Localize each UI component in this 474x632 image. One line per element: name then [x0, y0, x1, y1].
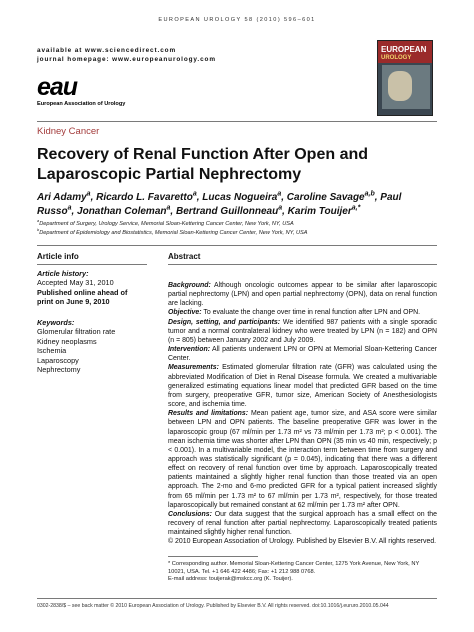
author-name[interactable]: Jonathan Coleman	[77, 205, 167, 217]
keyword-item[interactable]: Glomerular filtration rate	[37, 327, 116, 337]
published-line2: print on June 9, 2010	[37, 297, 110, 307]
author-name[interactable]: Ari Adamy	[37, 192, 87, 203]
cover-title-line2: UROLOGY	[381, 55, 412, 61]
accepted-date: Accepted May 31, 2010	[37, 278, 114, 288]
cover-title	[381, 46, 426, 62]
author-name[interactable]: Bertrand Guillonneau	[175, 205, 279, 217]
eau-logo-mark: eau	[37, 73, 78, 101]
abstract-results	[168, 409, 437, 510]
abstract-body	[168, 281, 437, 547]
keyword-item[interactable]: Ischemia	[37, 346, 67, 356]
abstract-heading: Abstract	[168, 252, 201, 261]
author-affiliation-marker: a	[86, 190, 91, 198]
design-label: Design, setting, and participants:	[168, 318, 281, 326]
article-info-heading: Article info	[37, 252, 79, 261]
article-title: Recovery of Renal Function After Open and Laparoscopic Partial Nephrectomy	[37, 146, 369, 183]
keyword-item[interactable]: Kidney neoplasms	[37, 336, 97, 346]
journal-header: EUROPEAN UROLOGY 58 (2010) 596–601	[158, 17, 316, 23]
article-history	[37, 269, 147, 307]
cover-photo-detail	[388, 71, 412, 101]
design-text: We identified 987 patients with a single sporadic tumor and a normal contralateral kidney who were treated by LPN (n = 182) and OPN (n = 805) between January 2002 and July 2009.	[168, 318, 437, 344]
author-affiliation-marker: a	[166, 204, 171, 212]
footnote-line2: 10021, USA. Tel. +1 646 422 4486; Fax: +1 212 988 0768.	[168, 568, 316, 575]
body-divider	[37, 245, 437, 246]
footnote-email[interactable]: E-mail address: touijerak@mskcc.org (K. Touijer).	[168, 576, 293, 582]
eau-logo	[37, 74, 177, 114]
corresponding-author-footnote	[168, 561, 437, 584]
keywords-block	[37, 318, 147, 374]
copyright-doi-line: 0302-2838/$ – see back matter © 2010 European Association of Urology. Published by Elsevier B.V. All rights reserved. doi:10.1016/j.eururo.2010.05.044	[37, 603, 389, 609]
results-label: Results and limitations:	[168, 410, 249, 418]
abstract-objective	[168, 308, 437, 317]
conclusions-label: Conclusions:	[168, 510, 212, 518]
abstract-rule	[168, 264, 437, 265]
keywords-label: Keywords:	[37, 318, 75, 327]
footnote-rule	[168, 556, 258, 557]
author-name[interactable]: Ricardo L. Favaretto	[96, 192, 193, 203]
affiliation-a-marker: a	[37, 218, 40, 224]
section-label: Kidney Cancer	[37, 126, 100, 137]
journal-homepage-link[interactable]: journal homepage: www.europeanurology.com	[37, 56, 216, 63]
abstract-measurements	[168, 363, 437, 409]
abstract-background	[168, 281, 437, 308]
keyword-item[interactable]: Laparoscopy	[37, 355, 79, 365]
published-line1: Published online ahead of	[37, 287, 128, 297]
article-history-label: Article history:	[37, 269, 89, 278]
affiliation-a	[37, 218, 294, 227]
affiliation-b-marker: b	[37, 227, 40, 233]
author-affiliation-marker: a,*	[351, 204, 361, 212]
article-info-rule	[37, 264, 147, 265]
measurements-text: Estimated glomerular filtration rate (GFR) was calculated using the abbreviated Modification of Diet in Renal Disease formula. We created a multivariable generalized estimating equations linear model that predicted GFR based on the time from surgery, preoperative GFR, tumor size, American Society of Anesthesiologists score, and ischemia time.	[168, 364, 437, 409]
intervention-text: All patients underwent LPN or OPN at Memorial Sloan-Kettering Cancer Center.	[168, 346, 437, 363]
bottom-divider	[37, 598, 437, 599]
abstract-design	[168, 318, 437, 345]
background-label: Background:	[168, 282, 211, 289]
author-name[interactable]: Caroline Savage	[286, 192, 365, 203]
journal-cover-image	[377, 40, 433, 116]
author-affiliation-marker: a	[278, 204, 283, 212]
eau-logo-text: European Association of Urology	[37, 101, 126, 107]
footnote-line1: * Corresponding author. Memorial Sloan-Kettering Cancer Center, 1275 York Avenue, New York, NY	[168, 561, 420, 567]
affiliation-b-text: Department of Epidemiology and Biostatistics, Memorial Sloan-Kettering Cancer Center, New York, NY, USA	[39, 230, 308, 236]
author-name[interactable]: Paul Russo	[37, 192, 402, 217]
abstract-intervention	[168, 345, 437, 363]
objective-text: To evaluate the change over time in renal function after LPN and OPN.	[201, 309, 421, 317]
conclusions-text: Our data suggest that the surgical approach has a small effect on the recovery of renal function after partial nephrectomy. Laparoscopically treated patients maintained slightly higher renal function.	[168, 510, 437, 537]
objective-label: Objective:	[168, 309, 202, 317]
header-divider	[37, 121, 437, 122]
abstract-copyright: © 2010 European Association of Urology. Published by Elsevier B.V. All rights reserved.	[168, 538, 437, 546]
author-affiliation-marker: a,b	[364, 190, 375, 198]
author-affiliation-marker: a	[67, 204, 72, 212]
affiliation-b	[37, 227, 308, 236]
author-name[interactable]: Karim Touijer	[287, 205, 352, 217]
abstract-conclusions	[168, 510, 437, 537]
author-affiliation-marker: a	[192, 190, 197, 198]
author-affiliation-marker: a	[277, 190, 282, 198]
background-text: Although oncologic outcomes appear to be similar after laparoscopic partial nephrectomy (LPN) and open partial nephrectomy (OPN), data on renal function are lacking.	[168, 282, 437, 308]
cover-title-line1: EUROPEAN	[381, 45, 427, 54]
author-list: Ari Adamy$^a$, Ricardo L. Favaretto$^a$, Lucas Nogueira$^a$, Caroline Savage$^{a,b}$, Paul Russo$^a$, Jonathan Coleman$^a$, Bertrand Guillonneau$^a$, Karim Touijer$^{a,*}$	[37, 190, 402, 217]
measurements-label: Measurements:	[168, 364, 219, 372]
author-name[interactable]: Lucas Nogueira	[202, 192, 278, 203]
affiliation-a-text: Department of Surgery, Urology Service, Memorial Sloan-Kettering Cancer Center, New York, NY, USA	[39, 221, 294, 227]
keyword-item[interactable]: Nephrectomy	[37, 365, 81, 375]
intervention-label: Intervention:	[168, 346, 211, 354]
availability-info	[37, 46, 216, 64]
sciencedirect-link[interactable]: available at www.sciencedirect.com	[37, 47, 177, 54]
results-text: Mean patient age, tumor size, and ASA score were similar between LPN and OPN patients. The baseline preoperative GFR was lower in the laparoscopic group (67 ml/min per 1.73 m² vs 73 ml/min per 1.73 m²; p < 0.001). The mean ischemia time was shorter after LPN than OPN (35 min vs 40 min, respectively; p < 0.001). In a multivariable model, the interaction term between time from surgery and approach was statistically significant (p = 0.045), indicating that there was a different effect on recovery of renal function over time by approach. Laparoscopically treated patients maintained a slightly higher renal function than those treated via an open approach. The 2-mo and 6-mo predicted GFR for a typical patient increased slightly from 65 ml/min per 1.73 m² to 67 ml/min per 1.73 m², respectively, for those treated laparoscopically but remained constant at 62 ml/min per 1.73 m² after OPN.	[168, 410, 437, 509]
